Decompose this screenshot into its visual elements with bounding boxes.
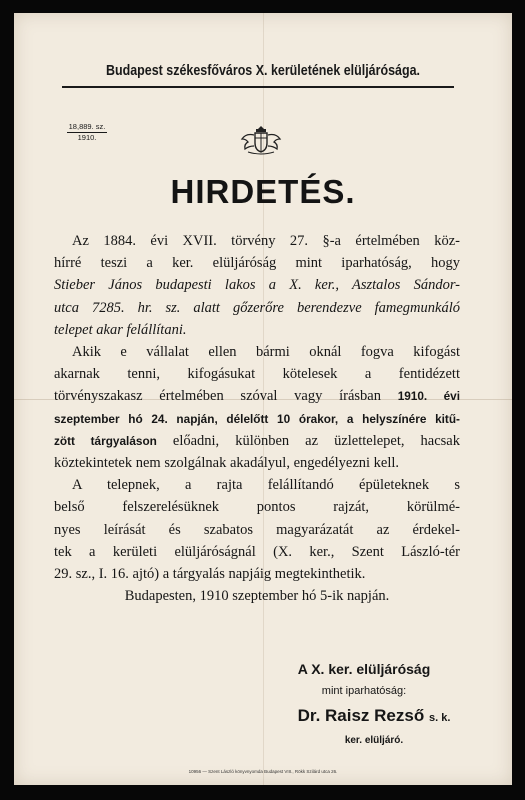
p2-line-5 bbox=[54, 430, 460, 452]
p1-line-3-text: Stieber János budapesti lakos a X. ker., Asztalos Sándor- bbox=[54, 277, 460, 294]
p3-line-4: tek a kerületi elüljáróságnál (X. ker., Szent László-tér bbox=[54, 543, 460, 560]
p2-hearing: zött tárgyaláson bbox=[54, 433, 157, 448]
p1-line-4 bbox=[54, 297, 460, 319]
p1-line-2: hírré teszi a ker. elüljáróság mint iparhatóság, hogy bbox=[54, 255, 460, 272]
p1-line-4-text: utca 7285. hr. sz. alatt gőzerőre berendezve famegmunkáló bbox=[54, 299, 460, 316]
p2-date-year: 1910. évi bbox=[397, 389, 460, 404]
p2-line-5-text: előadni, különben az üzlettelepet, hacsak bbox=[156, 432, 460, 449]
coat-of-arms-icon bbox=[236, 123, 286, 155]
p1-line-3 bbox=[54, 274, 460, 296]
signature-role: ker. elüljáró. bbox=[344, 735, 404, 746]
p2-line-3 bbox=[54, 385, 460, 407]
reference-number bbox=[67, 122, 107, 143]
p3-line-5: 29. sz., I. 16. ajtó) a tárgyalás napjáig megtekinthetik. bbox=[54, 566, 366, 583]
printer-imprint: 10956 — Szent László könyvnyomda Budapest VIII., Rökk Szilárd utca 26. bbox=[188, 769, 338, 774]
p2-line-2: akarnak tenni, kifogásukat kötelesek a fentidézett bbox=[54, 366, 460, 383]
p2-line-6: köztekintetek nem szolgálnak akadályul, engedélyezni kell. bbox=[54, 455, 400, 472]
reference-number-value: 18,889. sz. bbox=[68, 122, 106, 131]
reference-year: 1910. bbox=[77, 133, 97, 142]
signature-office: A X. ker. elüljáróság bbox=[297, 661, 431, 677]
p1-line-5 bbox=[54, 319, 460, 341]
p2-line-3-text: törvényszakasz értelmében szóval vagy írásban bbox=[54, 388, 398, 405]
notice-body bbox=[54, 230, 460, 607]
p3-line-2: belső felszerelésüknek pontos rajzát, körülmé- bbox=[54, 499, 460, 516]
dateline: Budapesten, 1910 szeptember hó 5-ik napján. bbox=[124, 588, 390, 605]
p2-line-1: Akik e vállalat ellen bármi oknál fogva kifogást bbox=[72, 344, 460, 361]
p3-line-1: A telepnek, a rajta felállítandó épületeknek s bbox=[72, 477, 460, 494]
signature-sk: s. k. bbox=[428, 712, 451, 724]
p1-line-1: Az 1884. évi XVII. törvény 27. §-a értelmében köz- bbox=[72, 233, 460, 249]
p3-line-3: nyes leírását és szabatos magyarázatát az érdekel- bbox=[54, 521, 460, 538]
signature-name-line bbox=[224, 706, 524, 726]
signature-capacity: mint iparhatóság: bbox=[321, 685, 407, 697]
p1-line-5-text: telepet akar felállítani. bbox=[54, 321, 187, 338]
notice-title: HIRDETÉS. bbox=[170, 173, 356, 210]
issuer-header: Budapest székesfőváros X. kerületének elüljárósága. bbox=[106, 63, 420, 79]
p2-line-4: szeptember hó 24. napján, délelőtt 10 órakor, a helyszínére kitű- bbox=[54, 411, 460, 426]
poster-sheet bbox=[14, 13, 512, 785]
header-rule bbox=[62, 86, 454, 88]
signature-name: Dr. Raisz Rezső bbox=[297, 706, 425, 725]
